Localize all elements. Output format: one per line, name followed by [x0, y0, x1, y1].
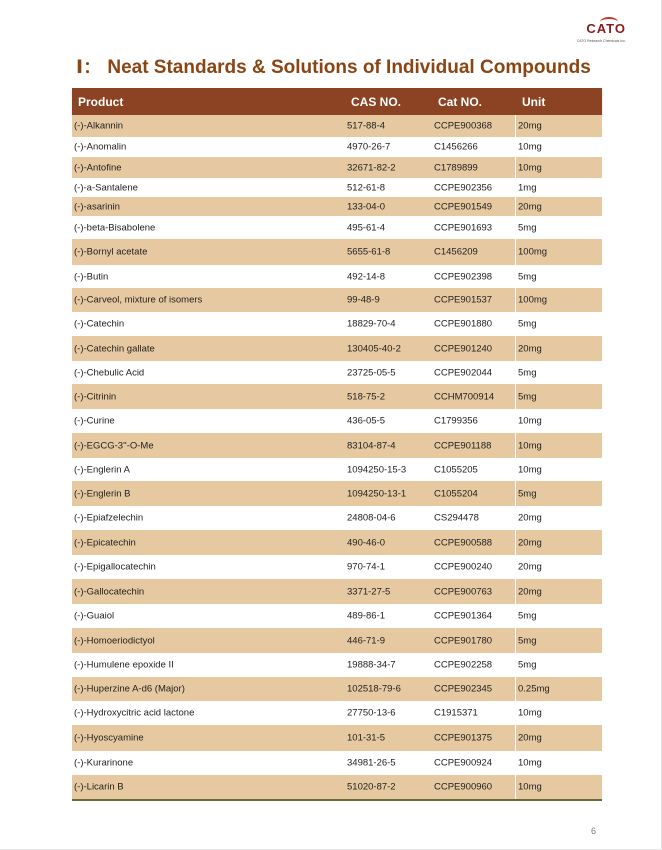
cell-product: (-)-Butin: [74, 271, 109, 282]
table-row: [72, 555, 602, 579]
table-body: [72, 115, 602, 799]
table-row: [72, 628, 602, 653]
cell-unit: 10mg: [518, 707, 542, 719]
cell-cat-no: CCPE902258: [434, 659, 493, 671]
cell-cas-no: 99-48-9: [347, 294, 380, 306]
cell-cat-no: CCPE900960: [434, 781, 493, 793]
cell-cas-no: 518-75-2: [347, 391, 386, 402]
table-bottom-rule: [72, 799, 602, 801]
cell-unit: 10mg: [518, 440, 542, 451]
cell-unit: 20mg: [518, 537, 542, 548]
cell-unit: 1mg: [518, 182, 537, 193]
cell-cat-no: CCPE900763: [434, 586, 493, 597]
cell-product: (-)-asarinin: [74, 201, 120, 212]
cell-unit: 5mg: [518, 367, 537, 378]
cell-cat-no: CCPE901240: [434, 343, 493, 354]
cell-product: (-)-Bornyl acetate: [74, 246, 148, 258]
cell-product: (-)-Kurarinone: [74, 757, 134, 769]
cell-product: (-)-Epicatechin: [74, 537, 136, 548]
cell-cas-no: 130405-40-2: [347, 343, 401, 354]
cell-cas-no: 27750-13-6: [347, 707, 396, 719]
table-row: [72, 216, 602, 239]
cell-cas-no: 19888-34-7: [347, 659, 396, 671]
cell-cat-no: CCPE900588: [434, 537, 493, 548]
cell-cas-no: 51020-87-2: [347, 781, 396, 793]
cell-cat-no: CCPE900924: [434, 757, 493, 769]
logo-arc-icon: [600, 17, 618, 27]
cell-cat-no: CCPE901549: [434, 201, 493, 212]
cell-cat-no: C1456266: [434, 141, 478, 153]
table-row: [72, 312, 602, 336]
cell-product: (-)-Gallocatechin: [74, 586, 145, 597]
cell-cat-no: CCPE901375: [434, 732, 493, 744]
cell-cas-no: 446-71-9: [347, 635, 386, 646]
cell-cas-no: 4970-26-7: [347, 141, 391, 153]
cell-cas-no: 32671-82-2: [347, 162, 396, 173]
cell-cat-no: C1055205: [434, 464, 478, 475]
cell-product: (-)-Catechin: [74, 318, 125, 330]
cell-product: (-)-Chebulic Acid: [74, 367, 145, 378]
cell-cat-no: CCPE902398: [434, 271, 493, 282]
cell-cas-no: 133-04-0: [347, 201, 386, 212]
table-row: [72, 157, 602, 178]
header-unit: Unit: [522, 94, 546, 109]
cell-product: (-)-Englerin A: [74, 464, 130, 475]
cell-product: (-)-a-Santalene: [74, 182, 138, 193]
cell-cas-no: 23725-05-5: [347, 367, 396, 378]
cell-product: (-)-Epiafzelechin: [74, 512, 144, 524]
table-row: [72, 239, 602, 265]
cell-cat-no: CCPE901364: [434, 610, 493, 622]
cell-unit: 5mg: [518, 318, 537, 330]
table-header: [72, 88, 602, 115]
header-product: Product: [78, 94, 124, 109]
table-row: [72, 336, 602, 361]
table-row: [72, 178, 602, 197]
cell-unit: 20mg: [518, 201, 542, 212]
cell-cas-no: 18829-70-4: [347, 318, 396, 330]
cell-unit: 100mg: [518, 246, 548, 258]
cell-cat-no: CCPE902356: [434, 182, 493, 193]
cell-product: (-)-Hyoscyamine: [74, 732, 144, 744]
cell-cas-no: 1094250-15-3: [347, 464, 407, 475]
cell-cas-no: 436-05-5: [347, 415, 386, 427]
table-row: [72, 579, 602, 604]
cell-cat-no: C1915371: [434, 707, 478, 719]
table-row: [72, 653, 602, 677]
logo-text: CATO: [586, 21, 626, 36]
logo-subtitle: CATO Research Chemicals Inc.: [576, 39, 626, 43]
cell-product: (-)-Guaiol: [74, 610, 115, 622]
cell-product: (-)-Licarin B: [74, 781, 124, 793]
cell-cas-no: 102518-79-6: [347, 683, 401, 695]
header-cat-no: Cat NO.: [438, 94, 483, 109]
cato-logo: [542, 20, 626, 43]
cell-cas-no: 3371-27-5: [347, 586, 391, 597]
cell-unit: 20mg: [518, 561, 542, 573]
cell-product: (-)-Epigallocatechin: [74, 561, 156, 573]
cell-cas-no: 101-31-5: [347, 732, 386, 744]
cell-product: (-)-Carveol, mixture of isomers: [74, 294, 203, 306]
cell-product: (-)-Hydroxycitric acid lactone: [74, 707, 195, 719]
cell-unit: 20mg: [518, 120, 542, 132]
cell-cat-no: CCPE901537: [434, 294, 493, 306]
cell-cat-no: C1456209: [434, 246, 478, 258]
cell-cas-no: 490-46-0: [347, 537, 386, 548]
cell-unit: 10mg: [518, 781, 542, 793]
cell-unit: 5mg: [518, 391, 537, 402]
cell-cat-no: CCPE901188: [434, 440, 492, 451]
table-row: [72, 361, 602, 384]
cell-cat-no: CCPE901693: [434, 222, 493, 233]
table-row: [72, 265, 602, 288]
cell-product: (-)-Catechin gallate: [74, 343, 155, 354]
table-row: [72, 481, 602, 506]
table-row: [72, 677, 602, 701]
cell-cat-no: C1055204: [434, 488, 478, 499]
table-row: [72, 701, 602, 725]
section-title: Ⅰ： Neat Standards & Solutions of Individual Compounds: [76, 57, 591, 78]
cell-cat-no: CCPE902345: [434, 683, 493, 695]
cell-unit: 20mg: [518, 732, 542, 744]
cell-unit: 5mg: [518, 635, 537, 646]
table-row: [72, 288, 602, 312]
cell-cat-no: C1799356: [434, 415, 478, 427]
cell-cat-no: CCPE901780: [434, 635, 493, 646]
cell-unit: 5mg: [518, 488, 537, 499]
cell-product: (-)-EGCG-3''-O-Me: [74, 440, 154, 451]
cell-cat-no: CCHM700914: [434, 391, 495, 402]
table-row: [72, 197, 602, 216]
cell-cas-no: 1094250-13-1: [347, 488, 407, 499]
product-table: [72, 88, 602, 801]
cell-unit: 5mg: [518, 271, 537, 282]
cell-cat-no: CCPE901880: [434, 318, 493, 330]
cell-unit: 10mg: [518, 141, 542, 153]
cell-cat-no: CCPE902044: [434, 367, 493, 378]
cell-unit: 5mg: [518, 610, 537, 622]
table-row: [72, 725, 602, 751]
cell-unit: 20mg: [518, 586, 542, 597]
cell-product: (-)-Humulene epoxide II: [74, 659, 174, 671]
cell-cas-no: 492-14-8: [347, 271, 386, 282]
cell-unit: 10mg: [518, 757, 542, 769]
cell-product: (-)-Huperzine A-d6 (Major): [74, 683, 185, 695]
table-row: [72, 115, 602, 137]
cell-product: (-)-Alkannin: [74, 120, 124, 132]
cell-product: (-)-beta-Bisabolene: [74, 222, 156, 233]
cell-unit: 10mg: [518, 162, 542, 173]
cell-unit: 20mg: [518, 343, 542, 354]
table-row: [72, 604, 602, 628]
cell-cat-no: CCPE900240: [434, 561, 493, 573]
cell-cas-no: 495-61-4: [347, 222, 386, 233]
cell-unit: 10mg: [518, 415, 542, 427]
cell-unit: 0.25mg: [518, 683, 550, 695]
cell-cas-no: 489-86-1: [347, 610, 386, 622]
cell-product: (-)-Englerin B: [74, 488, 131, 499]
logo-wordmark: [586, 21, 626, 36]
table-row: [72, 384, 602, 409]
cell-product: (-)-Antofine: [74, 162, 122, 173]
table-row: [72, 137, 602, 157]
cell-unit: 10mg: [518, 464, 542, 475]
cell-unit: 5mg: [518, 659, 537, 671]
cell-unit: 100mg: [518, 294, 548, 306]
cell-cas-no: 517-88-4: [347, 120, 386, 132]
table-row: [72, 751, 602, 775]
table-row: [72, 433, 602, 458]
cell-unit: 5mg: [518, 222, 537, 233]
cell-product: (-)-Curine: [74, 415, 115, 427]
cell-cat-no: C1789899: [434, 162, 478, 173]
table-row: [72, 530, 602, 555]
cell-cas-no: 5655-61-8: [347, 246, 391, 258]
cell-unit: 20mg: [518, 512, 542, 524]
table-row: [72, 775, 602, 799]
cell-product: (-)-Homoeriodictyol: [74, 635, 155, 646]
cell-cat-no: CS294478: [434, 512, 479, 524]
cell-cat-no: CCPE900368: [434, 120, 493, 132]
cell-cas-no: 24808-04-6: [347, 512, 396, 524]
cell-cas-no: 83104-87-4: [347, 440, 396, 451]
header-cas-no: CAS NO.: [351, 94, 402, 109]
table-row: [72, 458, 602, 481]
cell-cas-no: 512-61-8: [347, 182, 386, 193]
cell-product: (-)-Anomalin: [74, 141, 127, 153]
cell-cas-no: 970-74-1: [347, 561, 386, 573]
cell-product: (-)-Citrinin: [74, 391, 117, 402]
cell-cas-no: 34981-26-5: [347, 757, 396, 769]
table-row: [72, 506, 602, 530]
table-row: [72, 409, 602, 433]
page-number: 6: [591, 826, 597, 836]
